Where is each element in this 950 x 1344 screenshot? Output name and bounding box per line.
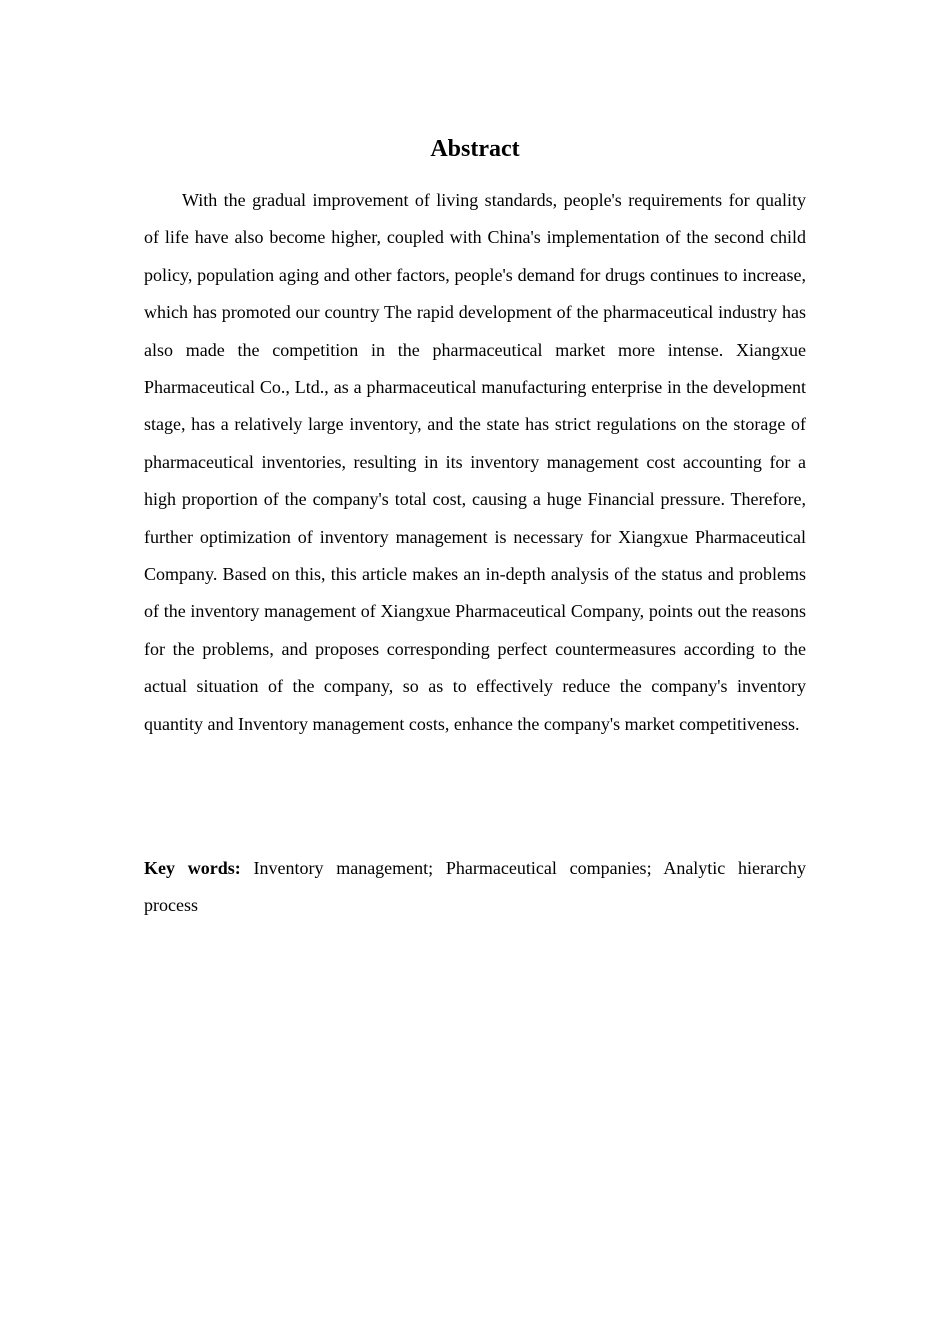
keywords-paragraph (144, 850, 806, 925)
keywords-label: Key words: (144, 858, 241, 878)
keywords-list: Inventory management; Pharmaceutical companies; Analytic hierarchy process (144, 858, 806, 916)
abstract-heading: Abstract (430, 136, 520, 162)
abstract-body: With the gradual improvement of living standards, people's requirements for quality of life have also become higher, coupled with China's implementation of the second child policy, population aging and other factors, people's demand for drugs continues to increase, which has promoted our country The rapid development of the pharmaceutical industry has also made the competition in the pharmaceutical market more intense. Xiangxue Pharmaceutical Co., Ltd., as a pharmaceutical manufacturing enterprise in the development stage, has a relatively large inventory, and the state has strict regulations on the storage of pharmaceutical inventories, resulting in its inventory management cost accounting for a high proportion of the company's total cost, causing a huge Financial pressure. Therefore, further optimization of inventory management is necessary for Xiangxue Pharmaceutical Company. Based on this, this article makes an in-depth analysis of the status and problems of the inventory management of Xiangxue Pharmaceutical Company, points out the reasons for the problems, and proposes corresponding perfect countermeasures according to the actual situation of the company, so as to effectively reduce the company's inventory quantity and Inventory management costs, enhance the company's market competitiveness. (144, 190, 806, 734)
